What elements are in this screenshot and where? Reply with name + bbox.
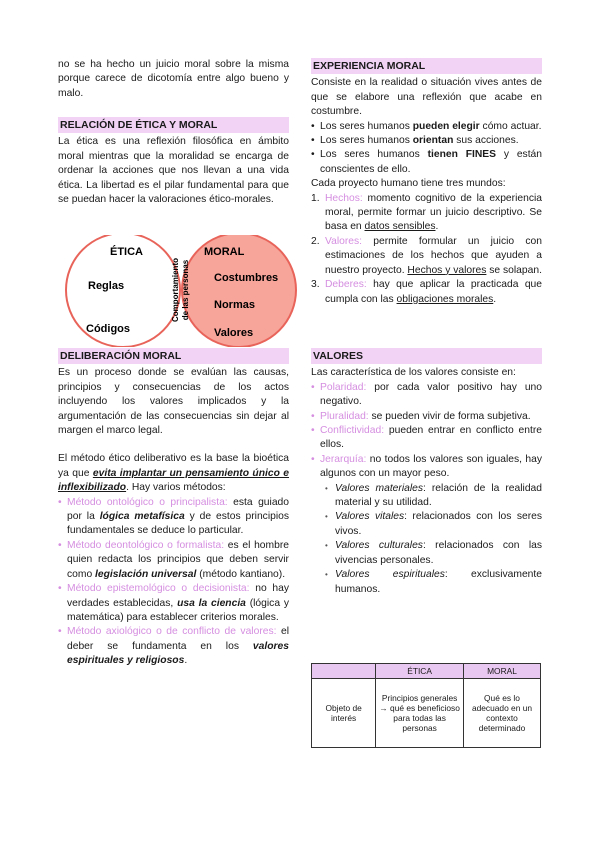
methods-list	[58, 496, 289, 669]
table-cell-etica: Principios generales → qué es beneficioso para todas las personas	[376, 679, 464, 748]
table-header-etica: ÉTICA	[376, 664, 464, 679]
table-corner-cell	[312, 664, 376, 679]
method-item: • Método ontológico o principalista: esta guiado por la lógica metafísica y de estos principios fundamentales se deduce lo particular.	[58, 496, 289, 539]
table-row-label: Objeto de interés	[312, 679, 376, 748]
relacion-section	[58, 117, 289, 207]
comparison-table	[311, 663, 541, 748]
venn-moral-item: Valores	[214, 327, 254, 339]
venn-etica-item: Códigos	[86, 323, 130, 335]
method-item: • Método epistemológico o decisionista: no hay verdades establecidas, usa la ciencia (lógica y matemática) para establecer criterios morales.	[58, 582, 289, 625]
valores-item: • Polaridad: por cada valor positivo hay uno negativo.	[311, 381, 542, 410]
valores-heading: VALORES	[311, 348, 542, 364]
deliberacion-emphasis: evita implantar un pensamiento único e inflexibilizado	[58, 467, 289, 494]
table-header-moral: MORAL	[463, 664, 540, 679]
venn-etica-item: Reglas	[88, 280, 125, 292]
table-row	[312, 679, 541, 748]
experiencia-bullet: • Los seres humanos pueden elegir cómo actuar.	[311, 120, 542, 134]
valores-section	[311, 348, 542, 597]
venn-diagram	[58, 235, 298, 347]
jerarquia-subitem: • Valores vitales: relacionados con los seres vivos.	[325, 510, 542, 539]
method-item: • Método axiológico o de conflicto de valores: el deber se fundamenta en los valores espirituales y religiosos.	[58, 625, 289, 668]
experiencia-bullet: • Los seres humanos tienen FINES y están conscientes de ello.	[311, 148, 542, 177]
valores-list	[311, 381, 542, 482]
deliberacion-text2: El método ético deliberativo es la base la bioética ya que evita implantar un pensamiento único e inflexibilizado. Hay varios métodos:	[58, 453, 289, 494]
experiencia-bullets	[311, 120, 542, 178]
valores-item: • Pluralidad: se pueden vivir de forma subjetiva.	[311, 410, 542, 424]
mundo-item: 1. Hechos: momento cognitivo de la experiencia moral, permite formar un juicio descriptivo. Se basa en datos sensibles.	[311, 192, 542, 233]
deliberacion-heading: DELIBERACIÓN MORAL	[58, 348, 289, 364]
experiencia-heading: EXPERIENCIA MORAL	[311, 58, 542, 74]
mundos-list	[311, 192, 542, 307]
valores-item: • Jerarquía: no todos los valores son iguales, hay algunos con un mayor peso.	[311, 453, 542, 482]
venn-moral-item: Costumbres	[214, 272, 279, 284]
mundos-intro: Cada proyecto humano tiene tres mundos:	[311, 178, 506, 190]
jerarquia-subitem: • Valores materiales: relación de la realidad material y su utilidad.	[325, 482, 542, 511]
jerarquia-subitem: • Valores culturales: relacionados con las vivencias personales.	[325, 539, 542, 568]
deliberacion-section	[58, 348, 289, 669]
valores-item: • Conflictividad: pueden entrar en conflicto entre ellos.	[311, 424, 542, 453]
venn-overlap-line1: Comportamiento	[171, 258, 180, 322]
method-item: • Método deontológico o formalista: es el hombre quien redacta los principios que deben servir como legislación universal (método kantiano).	[58, 539, 289, 582]
experiencia-section	[311, 58, 542, 307]
intro-paragraph: no se ha hecho un juicio moral sobre la misma porque carece de dicotomía entre algo bueno y malo.	[58, 59, 289, 99]
jerarquia-sublist	[311, 482, 542, 597]
experiencia-bullet: • Los seres humanos orientan sus acciones.	[311, 134, 542, 148]
deliberacion-text: Es un proceso donde se evalúan las causas, principios y consecuencias de los actos incluyendo los valores implicados y la argumentación de las consecuencias sin dejar al margen el marco legal.	[58, 367, 289, 437]
relacion-text: La ética es una reflexión filosófica en ámbito moral mientras que la moralidad se encarga de ordenar la acciones que nos llevan a una vida ética. La libertad es el pilar fundamental para que se puedan hacer la valoraciones ético-morales.	[58, 136, 289, 206]
venn-etica-title: ÉTICA	[110, 246, 143, 258]
venn-moral-item: Normas	[214, 299, 255, 311]
left-column	[58, 58, 289, 101]
venn-overlap-line2: de las personas	[181, 259, 190, 321]
mundo-item: 3. Deberes: hay que aplicar la practicada que cumpla con las obligaciones morales.	[311, 279, 542, 305]
experiencia-text: Consiste en la realidad o situación vives antes de que se elabore una reflexión que acabe en costumbre.	[311, 77, 542, 118]
mundo-item: 2. Valores: permite formular un juicio con estimaciones de los hechos que ayuden a nuestro proyecto. Hechos y valores se solapan.	[311, 235, 542, 276]
relacion-heading: RELACIÓN DE ÉTICA Y MORAL	[58, 117, 289, 133]
valores-intro: Las característica de los valores consiste en:	[311, 367, 516, 379]
venn-moral-title: MORAL	[204, 246, 245, 258]
table-header-row	[312, 664, 541, 679]
jerarquia-subitem: • Valores espirituales: exclusivamente humanos.	[325, 568, 542, 597]
table-cell-moral: Qué es lo adecuado en un contexto determinado	[463, 679, 540, 748]
